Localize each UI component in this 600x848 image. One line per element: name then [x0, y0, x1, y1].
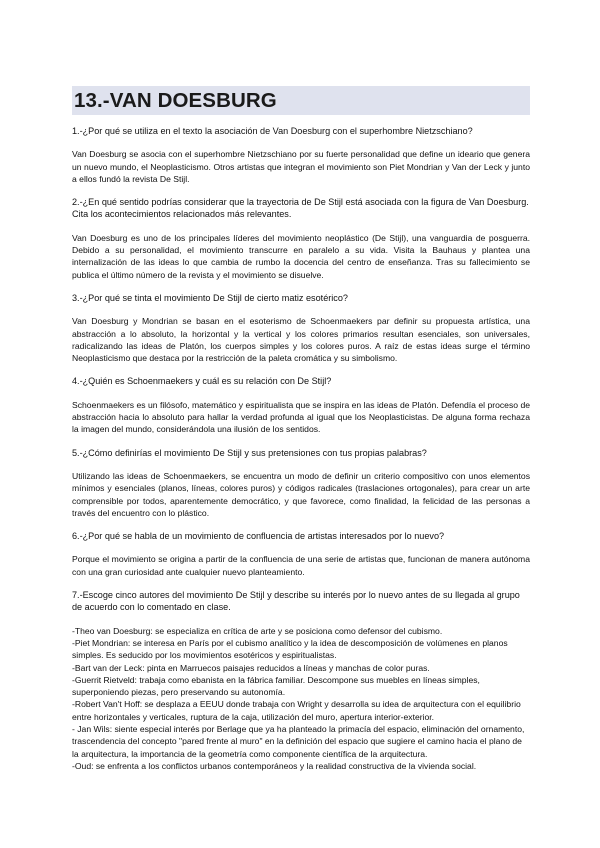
list-item: -Robert Van't Hoff: se desplaza a EEUU donde trabaja con Wright y desarrolla su idea de arquitectura con el equilibrio entre horizontales y verticales, ruptura de la caja, utilización del muro, apertura interior-exterior.: [72, 699, 521, 722]
answer-4: Schoenmaekers es un filósofo, matemático y espiritualista que se inspira en las ideas de Platón. Defendía el proceso de abstracción hacia lo absoluto para hallar la verdad profunda al igual que los Neoplasticistas. De alguna forma rechaza la imagen del mundo, considerándola una ilusión de los sentidos.: [72, 399, 530, 435]
list-item: - Jan Wils: siente especial interés por Berlage que ya ha planteado la primacía del espacio, eliminación del ornamento, trascendencia del concepto "pared frente al muro" en la definición del espacio que sugiere el camino hacia el plano de la arquitectura, la importancia de la geometría como componente científica de la arquitectura.: [72, 723, 525, 759]
list-item: -Theo van Doesburg: se especializa en crítica de arte y se posiciona como defensor del cubismo.: [72, 625, 443, 636]
answer-1: Van Doesburg se asocia con el superhombre Nietzschiano por su fuerte personalidad que define un ideario que genera un nuevo mundo, el Neoplasticismo. Otros artistas que integran el movimiento son Piet Mondrian y Van der Leck y junto a ellos fundó la revista De Stijl.: [72, 149, 530, 184]
question-1: 1.-¿Por qué se utiliza en el texto la asociación de Van Doesburg con el superhombre Nietzschiano?: [72, 126, 473, 136]
question-2: 2.-¿En qué sentido podrías considerar que la trayectoria de De Stijl está asociada con la figura de Van Doesburg. Cita los acontecimientos relacionados más relevantes.: [72, 197, 529, 220]
question-6: 6.-¿Por qué se habla de un movimiento de confluencia de artistas interesados por lo nuevo?: [72, 531, 445, 542]
answer-3: Van Doesburg y Mondrian se basan en el esoterismo de Schoenmaekers par definir su propuesta artística, una abstracción a lo absoluto, la horizontal y la vertical y los colores primarios resultan esenciales, son universales, radicalizando las ideas de Platón, los cuerpos simples y los colores puros. A raíz de estas ideas surge el término Neoplasticismo que destaca por la restricción de la paleta cromática y su simbolismo.: [72, 316, 530, 364]
list-item: -Guerrit Rietveld: trabaja como ebanista en la fábrica familiar. Descompone sus muebles en líneas simples, superponiendo piezas, pero preservando su autonomía.: [72, 674, 480, 698]
answer-2: Van Doesburg es uno de los principales líderes del movimiento neoplástico (De Stijl), una vanguardia de posguerra. Debido a su personalidad, el movimiento transcurre en paralelo a su vida. Visita la Bauhaus y plantea una internalización de las ideas lo que cambia de rumbo la docencia del centro de enseñanza. Tras su fallecimiento se publica el último número de la revista y el movimiento se disuelve.: [72, 232, 530, 280]
answer-5: Utilizando las ideas de Schoenmaekers, se encuentra un modo de definir un criterio compositivo con unos elementos mínimos y esenciales (planos, líneas, colores puros) y códigos radicales (traslaciones ortogonales), para crear un arte comprensible por todos, aparentemente democrático, y que favorece, como finalidad, la felicidad de las personas a través del encuentro con lo plástico.: [72, 470, 530, 518]
answer-6: Porque el movimiento se origina a partir de la confluencia de una serie de artistas que, funcionan de manera autónoma con una gran curiosidad ante cualquier nuevo planteamiento.: [72, 554, 530, 577]
page-title: 13.-VAN DOESBURG: [74, 88, 277, 112]
authors-list: [72, 625, 530, 773]
question-3: 3.-¿Por qué se tinta el movimiento De Stijl de cierto matiz esotérico?: [72, 292, 348, 303]
question-4: 4.-¿Quién es Schoenmaekers y cuál es su relación con De Stijl?: [72, 376, 332, 387]
question-5: 5.-¿Cómo definirías el movimiento De Stijl y sus pretensiones con tus propias palabras?: [72, 447, 427, 458]
question-7: 7.-Escoge cinco autores del movimiento De Stijl y describe su interés por lo nuevo antes de su llegada al grupo de acuerdo con lo comentado en clase.: [72, 590, 520, 613]
title-bar: [72, 86, 530, 115]
list-item: -Oud: se enfrenta a los conflictos urbanos contemporáneos y la realidad constructiva de la vivienda social.: [72, 760, 477, 771]
list-item: -Bart van der Leck: pinta en Marruecos paisajes reducidos a líneas y manchas de color puras.: [72, 662, 430, 673]
list-item: -Piet Mondrian: se interesa en París por el cubismo analítico y la idea de descomposición de volúmenes en planos simples. Es seducido por los movimientos esotéricos y espiritualistas.: [72, 637, 508, 661]
